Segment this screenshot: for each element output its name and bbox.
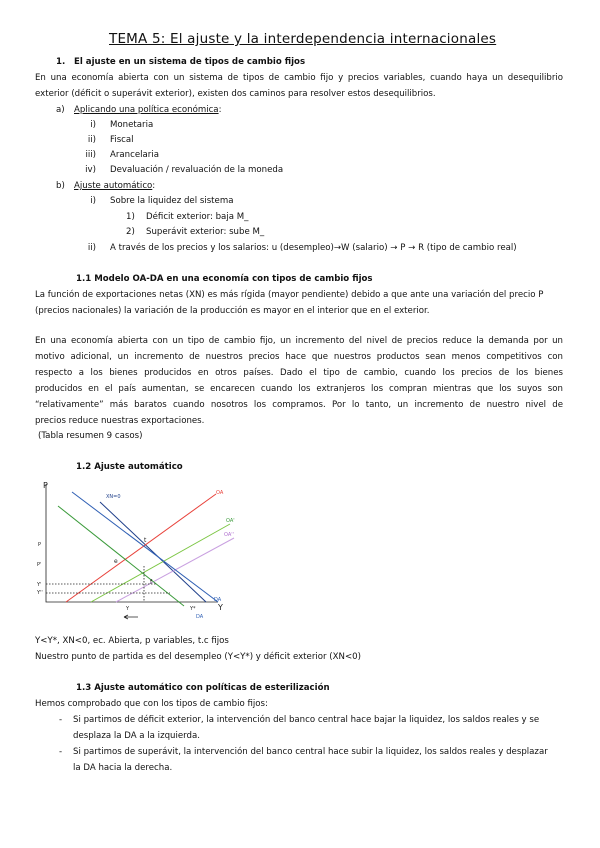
s11-p2-line-3: respecto a los bienes producidos en otros países. Dado el tipo de cambio, cuando los precios de los bienes xyxy=(35,368,563,378)
s11-note: (Tabla resumen 9 casos) xyxy=(38,431,143,441)
a-item-4-num: iv) xyxy=(85,165,96,175)
page-title: TEMA 5: El ajuste y la interdependencia internacionales xyxy=(109,31,497,47)
point-e-label: e xyxy=(114,558,118,565)
a-item-3-num: iii) xyxy=(85,150,96,160)
s11-p2-line-1: En una economía abierta con un tipo de cambio fijo, un incremento del nivel de precios reduce la demanda por un xyxy=(35,336,563,346)
p-prime-tick-label: P' xyxy=(37,562,42,568)
oa-double-prime-label: OA'' xyxy=(224,532,235,538)
section-1-1-heading: 1.1 Modelo OA-DA en una economía con tipos de cambio fijos xyxy=(76,274,373,284)
s11-p1-line-2: (precios nacionales) la variación de la producción es mayor en el interior que en el exterior. xyxy=(35,306,430,316)
item-a-text xyxy=(74,102,221,118)
y-star-label: Y* xyxy=(190,606,196,612)
item-b-text xyxy=(74,178,155,194)
s13-bullet-2-line-1: Si partimos de superávit, la intervención del banco central hace subir la liquidez, los saldos reales y desplazar xyxy=(73,747,548,757)
a-item-1-text: Monetaria xyxy=(110,120,154,130)
b-sub-1-text: Déficit exterior: baja M_ xyxy=(146,212,249,222)
section-1-2-heading: 1.2 Ajuste automático xyxy=(76,462,183,472)
oa-prime-label: OA' xyxy=(226,518,235,524)
p-tick-label: P xyxy=(38,542,42,548)
section-1-number: 1. xyxy=(56,57,66,67)
da-label: DA xyxy=(214,597,222,603)
s12-line-2: Nuestro punto de partida es del desempleo (Y<Y*) y déficit exterior (XN<0) xyxy=(35,652,361,662)
a-item-4-text: Devaluación / revaluación de la moneda xyxy=(110,165,284,175)
oa-curve xyxy=(66,494,216,602)
item-a-colon: : xyxy=(218,105,222,115)
oa-prime-curve xyxy=(91,524,230,602)
graph-p-axis-label: P xyxy=(43,481,48,490)
xn-zero-label: XN=0 xyxy=(106,494,121,500)
b-item-i-num: i) xyxy=(90,196,96,206)
section-1-heading: El ajuste en un sistema de tipos de cambio fijos xyxy=(74,57,306,67)
point-t-label: t xyxy=(144,537,147,544)
bullet-1: - xyxy=(59,715,63,725)
item-b-label: b) xyxy=(56,181,65,191)
da-label-2: DA xyxy=(196,614,204,620)
item-a-label: a) xyxy=(56,105,65,115)
section-1-intro-line-1: En una economía abierta con un sistema de tipos de cambio fijo y precios variables, cuando haya un desequilibrio xyxy=(35,73,563,83)
graph-axes xyxy=(46,484,218,602)
bullet-2: - xyxy=(59,747,63,757)
a-item-1-num: i) xyxy=(90,120,96,130)
left-arrow-icon xyxy=(124,615,138,619)
y-prime-tick-label: Y' xyxy=(37,582,42,588)
s11-p2-line-2: motivo adicional, un incremento de nuestros precios hace que nuestros productos sean menos competitivos con xyxy=(35,352,563,362)
a-item-3-text: Arancelaria xyxy=(110,150,159,160)
item-b-colon: : xyxy=(152,181,156,191)
b-sub-1-num: 1) xyxy=(126,212,135,222)
a-item-2-text: Fiscal xyxy=(110,135,134,145)
s11-p2-line-6: precios reduce nuestras exportaciones. xyxy=(35,416,205,426)
s13-intro: Hemos comprobado que con los tipos de cambio fijos: xyxy=(35,699,268,709)
point-f-label: f xyxy=(150,579,153,586)
y-double-prime-tick-label: Y'' xyxy=(37,590,43,596)
item-a-text-underlined: Aplicando una política económica xyxy=(74,105,219,115)
b-item-i-text: Sobre la liquidez del sistema xyxy=(110,196,234,206)
s11-p2-line-5: “relativamente” más baratos cuando nosotros los compramos. Por lo tanto, un incremento de nuestro nivel de xyxy=(35,400,563,410)
s13-bullet-1-line-2: desplaza la DA a la izquierda. xyxy=(73,731,200,741)
s13-bullet-2-line-2: la DA hacia la derecha. xyxy=(73,763,173,773)
a-item-2-num: ii) xyxy=(87,135,96,145)
s12-line-1: Y<Y*, XN<0, ec. Abierta, p variables, t.c fijos xyxy=(35,636,229,646)
da-curve-initial xyxy=(58,506,184,606)
s13-bullet-1-line-1: Si partimos de déficit exterior, la intervención del banco central hace bajar la liquidez, los saldos reales y se xyxy=(73,715,540,725)
section-1-intro-line-2: exterior (déficit o superávit exterior), existen dos caminos para resolver estos desequilibrios. xyxy=(35,89,436,99)
b-sub-2-num: 2) xyxy=(126,227,135,237)
oa-label: OA xyxy=(216,490,224,496)
s11-p1-line-1: La función de exportaciones netas (XN) es más rígida (mayor pendiente) debido a que ante una variación del precio P xyxy=(35,290,544,300)
oa-da-graph xyxy=(36,476,236,624)
b-item-ii-num: ii) xyxy=(87,243,96,253)
item-b-text-underlined: Ajuste automático xyxy=(74,181,153,191)
section-1-3-heading: 1.3 Ajuste automático con políticas de esterilización xyxy=(76,683,330,693)
s11-p2-line-4: producidos en el país aumentan, se encarecen cuando los extranjeros los compran mientras que los suyos son xyxy=(35,384,563,394)
b-item-ii-text: A través de los precios y los salarios: u (desempleo)→W (salario) → P → R (tipo de cambio real) xyxy=(110,243,517,253)
b-sub-2-text: Superávit exterior: sube M_ xyxy=(146,227,265,237)
y-tick-label: Y xyxy=(126,606,130,612)
graph-y-axis-label: Y xyxy=(218,603,223,612)
